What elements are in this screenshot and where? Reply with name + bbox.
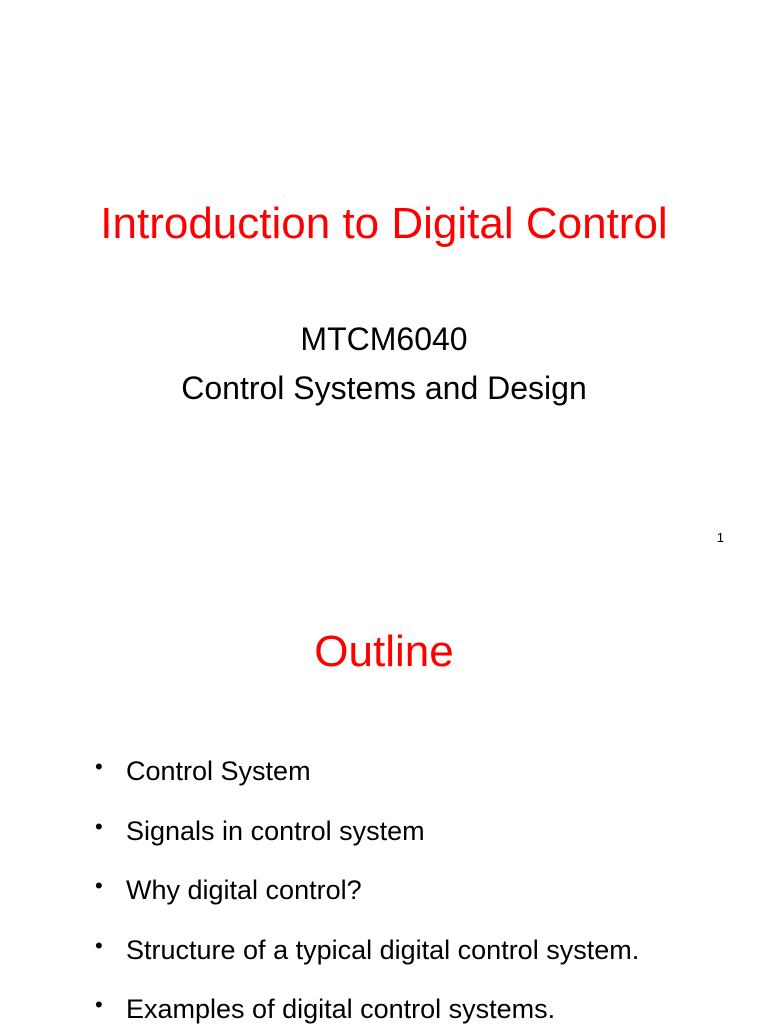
- bullet-icon: •: [95, 813, 103, 839]
- list-item-text: Why digital control?: [126, 875, 362, 905]
- list-item-text: Control System: [126, 756, 311, 786]
- bullet-icon: •: [95, 932, 103, 958]
- page-number: 1: [716, 530, 724, 545]
- list-item-text: Examples of digital control systems.: [126, 994, 556, 1024]
- list-item-text: Structure of a typical digital control system.: [126, 934, 640, 965]
- outline-list: [0, 753, 768, 1024]
- slide-2: [0, 576, 768, 1024]
- slide-title: Outline: [314, 627, 454, 676]
- course-code: MTCM6040: [300, 321, 468, 357]
- list-item: [0, 813, 768, 873]
- course-name: Control Systems and Design: [181, 370, 587, 406]
- bullet-icon: •: [95, 754, 103, 779]
- bullet-icon: •: [95, 873, 103, 898]
- list-item-text: Signals in control system: [126, 815, 425, 846]
- list-item: [0, 991, 768, 1024]
- list-item: [0, 932, 768, 992]
- list-item: [0, 872, 768, 932]
- list-item: [0, 753, 768, 813]
- slide-title: Introduction to Digital Control: [100, 199, 668, 248]
- bullet-icon: •: [95, 992, 103, 1017]
